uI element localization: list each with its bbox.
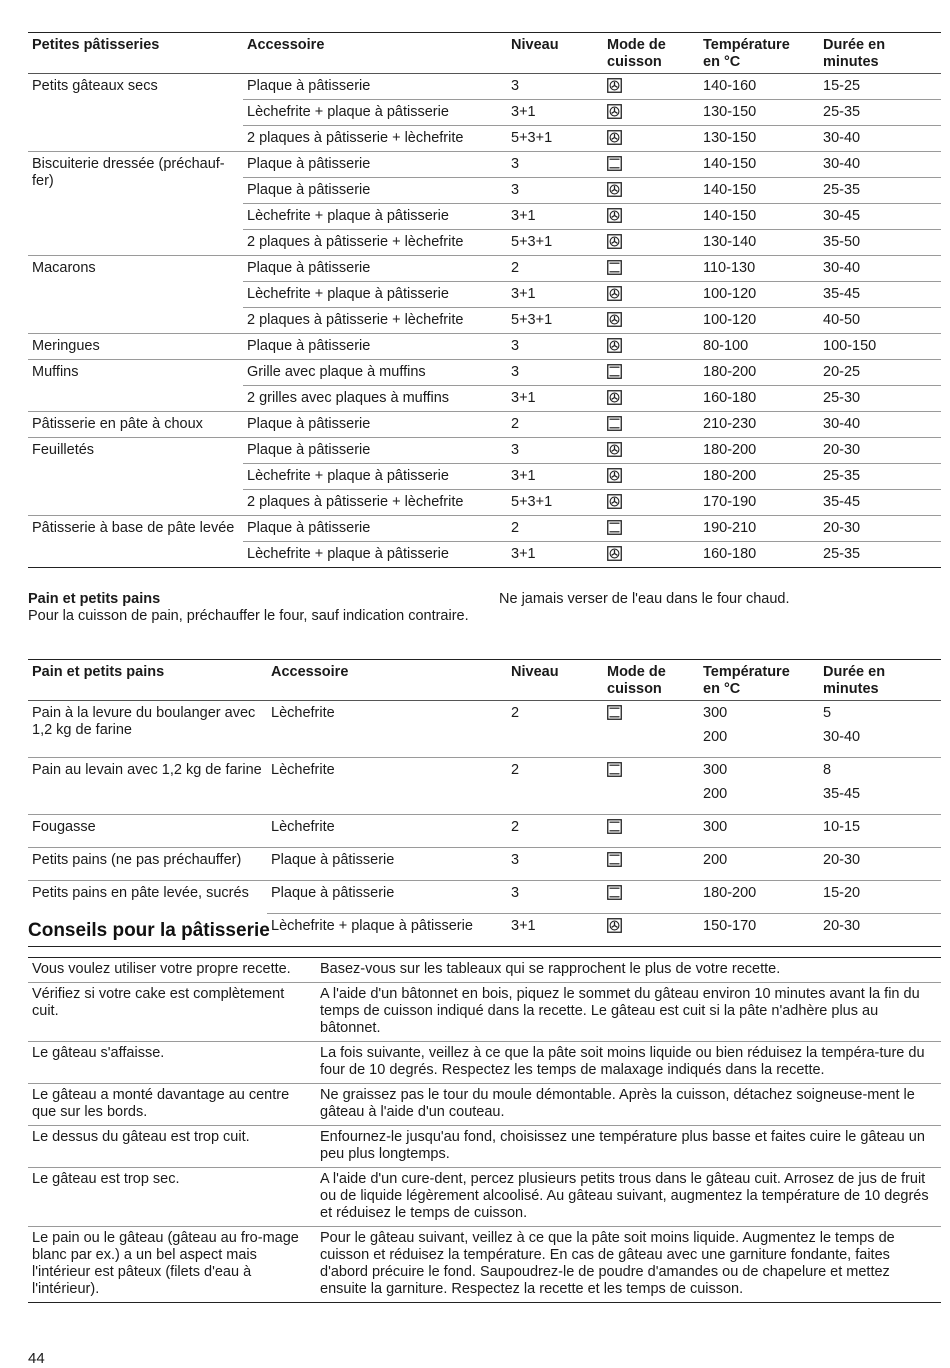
row-mode — [603, 282, 699, 308]
row-temperature — [699, 914, 819, 947]
col-header-duration: Durée en minutes — [823, 664, 886, 697]
row-duration: 35-45 — [819, 282, 941, 308]
tip-problem: Vérifiez si votre cake est complètement cuit. — [32, 986, 285, 1019]
table-row — [28, 360, 941, 386]
row-duration: 25-35 — [819, 178, 941, 204]
row-accessory: Plaque à pâtisserie — [247, 260, 371, 276]
fan-heat-icon — [607, 312, 622, 327]
row-duration: 30-40 — [819, 126, 941, 152]
table-row — [28, 881, 941, 914]
tip-problem: Le pain ou le gâteau (gâteau au fro-mage blanc par ex.) a un bel aspect mais l'intérieur est pâteux (filets d'eau à l'intérieur). — [32, 1230, 299, 1297]
row-temperature: 140-150 — [699, 178, 819, 204]
row-accessory: Plaque à pâtisserie — [271, 852, 395, 868]
row-category: Petits pains (ne pas préchauffer) — [32, 852, 242, 868]
row-accessory: Lèchefrite + plaque à pâtisserie — [243, 542, 507, 568]
fan-heat-icon — [607, 104, 622, 119]
table-row — [28, 438, 941, 464]
row-duration — [819, 881, 941, 914]
col-header-temperature: Température en °C — [703, 664, 790, 697]
row-category: Meringues — [32, 338, 100, 354]
row-level: 2 — [511, 520, 520, 536]
duration-value: 30-40 — [823, 729, 861, 745]
duration-value: 5 — [823, 705, 832, 721]
row-accessory: Lèchefrite + plaque à pâtisserie — [243, 204, 507, 230]
tip-advice: La fois suivante, veillez à ce que la pâte soit moins liquide ou bien réduisez la tempéra-ture du four de 10 degrés. Respectez les temps de malaxage indiqués dans la recette. — [320, 1045, 925, 1078]
row-level: 2 — [511, 705, 520, 721]
row-temperature: 100-120 — [699, 282, 819, 308]
row-accessory: 2 plaques à pâtisserie + lèchefrite — [243, 230, 507, 256]
row-accessory: Plaque à pâtisserie — [247, 78, 371, 94]
row-temperature: 140-160 — [703, 78, 757, 94]
bread-intro — [28, 591, 473, 625]
table-row — [28, 815, 941, 848]
top-bottom-heat-icon — [607, 364, 622, 379]
row-level: 5+3+1 — [507, 230, 603, 256]
row-duration: 25-35 — [819, 464, 941, 490]
row-temperature: 180-200 — [703, 442, 757, 458]
tip-row — [28, 958, 941, 983]
row-level: 5+3+1 — [507, 126, 603, 152]
temperature-value: 300 — [703, 762, 728, 778]
row-temperature — [699, 848, 819, 881]
row-duration — [819, 758, 941, 815]
tip-advice: Pour le gâteau suivant, veillez à ce que la pâte soit moins liquide. Augmentez le temps de cuisson et réduisez la température. En cas de gâteau avec une garniture fondante, faites d'abord précuire le fond. Saupoudrez-le de poudre d'amandes ou de chapelure et mettez ensuite la garniture. Respectez la recette et les temps de cuisson. — [320, 1230, 895, 1297]
top-bottom-heat-icon — [607, 416, 622, 431]
row-mode — [603, 490, 699, 516]
col-header-accessory: Accessoire — [271, 664, 349, 680]
row-duration — [819, 701, 941, 758]
tip-row — [28, 1084, 941, 1126]
row-duration: 35-45 — [819, 490, 941, 516]
fan-heat-icon — [607, 78, 622, 93]
col-header-level: Niveau — [511, 664, 559, 680]
duration-value: 10-15 — [823, 819, 861, 835]
fan-heat-icon — [607, 918, 622, 933]
row-mode — [603, 464, 699, 490]
row-accessory: Plaque à pâtisserie — [247, 442, 371, 458]
fan-heat-icon — [607, 546, 622, 561]
table-row — [28, 152, 941, 178]
tip-row — [28, 983, 941, 1042]
row-level: 3 — [511, 885, 520, 901]
bread-table-header — [28, 660, 941, 701]
row-accessory: Plaque à pâtisserie — [271, 885, 395, 901]
temperature-value: 300 — [703, 819, 728, 835]
row-temperature: 110-130 — [703, 260, 756, 276]
page-number: 44 — [28, 1350, 45, 1367]
row-category: Muffins — [32, 364, 79, 380]
row-level: 2 — [511, 762, 520, 778]
row-duration: 40-50 — [819, 308, 941, 334]
row-level: 3+1 — [507, 542, 603, 568]
row-duration: 20-30 — [823, 520, 861, 536]
row-level: 3+1 — [507, 914, 603, 947]
tip-row — [28, 1168, 941, 1227]
row-mode — [603, 412, 699, 438]
row-temperature: 80-100 — [703, 338, 749, 354]
row-category: Feuilletés — [32, 442, 95, 458]
tip-problem: Le gâteau a monté davantage au centre que sur les bords. — [32, 1087, 290, 1120]
table-row — [28, 848, 941, 881]
col-header-mode: Mode de cuisson — [607, 664, 666, 697]
fan-heat-icon — [607, 130, 622, 145]
table-row — [28, 412, 941, 438]
tip-row — [28, 1227, 941, 1303]
row-accessory: Lèchefrite — [271, 762, 335, 778]
row-accessory: Lèchefrite + plaque à pâtisserie — [243, 100, 507, 126]
row-mode — [603, 256, 699, 282]
row-mode — [603, 308, 699, 334]
row-category: Macarons — [32, 260, 96, 276]
row-level: 3 — [511, 338, 520, 354]
row-level: 3+1 — [507, 282, 603, 308]
row-accessory: 2 plaques à pâtisserie + lèchefrite — [243, 308, 507, 334]
bread-note: Ne jamais verser de l'eau dans le four chaud. — [499, 591, 790, 607]
row-mode — [603, 542, 699, 568]
tips-section-title: Conseils pour la pâtisserie — [28, 920, 270, 941]
row-duration: 25-35 — [819, 100, 941, 126]
row-temperature — [699, 815, 819, 848]
row-accessory: 2 plaques à pâtisserie + lèchefrite — [243, 126, 507, 152]
tip-problem: Le dessus du gâteau est trop cuit. — [32, 1129, 250, 1145]
row-mode — [603, 334, 699, 360]
duration-value: 35-45 — [823, 786, 861, 802]
row-temperature — [699, 758, 819, 815]
row-temperature: 160-180 — [699, 542, 819, 568]
row-mode — [603, 516, 699, 542]
fan-heat-icon — [607, 286, 622, 301]
row-level: 3 — [507, 178, 603, 204]
pastry-table-header — [28, 33, 941, 74]
top-bottom-heat-icon — [607, 852, 622, 867]
row-temperature: 130-140 — [699, 230, 819, 256]
row-level: 3 — [511, 442, 520, 458]
table-row — [28, 74, 941, 100]
col-header-mode: Mode de cuisson — [607, 37, 666, 70]
row-temperature: 140-150 — [699, 204, 819, 230]
row-accessory: Plaque à pâtisserie — [243, 178, 507, 204]
row-level: 5+3+1 — [507, 308, 603, 334]
row-temperature — [699, 701, 819, 758]
row-temperature: 180-200 — [703, 364, 757, 380]
tip-problem: Vous voulez utiliser votre propre recette. — [32, 961, 291, 977]
row-temperature: 130-150 — [699, 100, 819, 126]
row-temperature: 160-180 — [699, 386, 819, 412]
row-temperature: 130-150 — [699, 126, 819, 152]
row-category: Petits pains en pâte levée, sucrés — [32, 885, 249, 901]
row-temperature: 180-200 — [699, 464, 819, 490]
pastry-table — [28, 32, 941, 568]
top-bottom-heat-icon — [607, 819, 622, 834]
row-accessory: 2 plaques à pâtisserie + lèchefrite — [243, 490, 507, 516]
row-mode — [603, 815, 699, 848]
fan-heat-icon — [607, 442, 622, 457]
temperature-value: 150-170 — [703, 918, 757, 934]
fan-heat-icon — [607, 390, 622, 405]
row-mode — [603, 74, 699, 100]
temperature-value: 200 — [703, 786, 728, 802]
row-level: 3 — [511, 364, 520, 380]
col-header-duration: Durée en minutes — [823, 37, 886, 70]
tip-problem: Le gâteau est trop sec. — [32, 1171, 180, 1187]
row-duration: 20-25 — [823, 364, 861, 380]
row-level: 3 — [511, 156, 520, 172]
fan-heat-icon — [607, 494, 622, 509]
row-category: Pain à la levure du boulanger avec 1,2 kg de farine — [32, 705, 256, 738]
col-header-temperature: Température en °C — [703, 37, 790, 70]
row-mode — [603, 881, 699, 914]
row-level: 3+1 — [507, 464, 603, 490]
row-accessory: Grille avec plaque à muffins — [247, 364, 426, 380]
row-category: Petits gâteaux secs — [32, 78, 158, 94]
row-accessory: Lèchefrite + plaque à pâtisserie — [243, 282, 507, 308]
row-duration: 25-35 — [819, 542, 941, 568]
row-duration: 35-50 — [819, 230, 941, 256]
row-category: Biscuiterie dressée (préchauf-fer) — [32, 156, 225, 189]
tip-advice: Ne graissez pas le tour du moule démontable. Après la cuisson, détachez soigneuse-ment le gâteau à l'aide d'un couteau. — [320, 1087, 915, 1120]
row-duration: 30-40 — [823, 416, 861, 432]
row-level: 2 — [511, 260, 520, 276]
table-row — [28, 256, 941, 282]
row-mode — [603, 848, 699, 881]
row-accessory: Plaque à pâtisserie — [247, 156, 371, 172]
row-duration: 30-40 — [823, 156, 861, 172]
tip-advice: A l'aide d'un cure-dent, percez plusieurs petits trous dans le gâteau cuit. Arrosez de jus de fruit ou de liquide légèrement alcoolisé. Au gâteau suivant, augmentez la température de 10 degrés et réduisez le temps de cuisson. — [320, 1171, 929, 1221]
col-header-accessory: Accessoire — [247, 37, 325, 53]
fan-heat-icon — [607, 338, 622, 353]
col-header-category: Pain et petits pains — [32, 664, 165, 680]
row-duration — [819, 848, 941, 881]
temperature-value: 200 — [703, 852, 728, 868]
row-mode — [603, 438, 699, 464]
row-accessory: Plaque à pâtisserie — [247, 416, 371, 432]
row-level: 2 — [511, 819, 520, 835]
row-accessory: Lèchefrite + plaque à pâtisserie — [243, 464, 507, 490]
bread-intro-title: Pain et petits pains — [28, 591, 161, 607]
row-accessory: Lèchefrite — [271, 705, 335, 721]
top-bottom-heat-icon — [607, 762, 622, 777]
row-duration: 30-45 — [819, 204, 941, 230]
bread-intro-text: Pour la cuisson de pain, préchauffer le four, sauf indication contraire. — [28, 608, 469, 624]
tip-advice: Enfournez-le jusqu'au fond, choisissez une température plus basse et faites cuire le gâteau un peu plus longtemps. — [320, 1129, 925, 1162]
row-level: 3+1 — [507, 100, 603, 126]
top-bottom-heat-icon — [607, 705, 622, 720]
row-duration: 100-150 — [823, 338, 877, 354]
tip-row — [28, 1126, 941, 1168]
table-row — [28, 516, 941, 542]
table-row — [28, 701, 941, 758]
temperature-value: 180-200 — [703, 885, 757, 901]
duration-value: 8 — [823, 762, 832, 778]
temperature-value: 200 — [703, 729, 728, 745]
row-mode — [603, 100, 699, 126]
tip-advice: A l'aide d'un bâtonnet en bois, piquez le sommet du gâteau environ 10 minutes avant la fin du temps de cuisson indiqué dans la recette. Le gâteau est cuit si la pâte n'adhère plus au bâtonnet. — [320, 986, 920, 1036]
fan-heat-icon — [607, 208, 622, 223]
row-mode — [603, 360, 699, 386]
row-level: 3+1 — [507, 386, 603, 412]
row-duration: 30-40 — [823, 260, 861, 276]
table-row — [28, 758, 941, 815]
fan-heat-icon — [607, 234, 622, 249]
row-accessory: 2 grilles avec plaques à muffins — [243, 386, 507, 412]
row-accessory: Lèchefrite — [271, 819, 335, 835]
row-mode — [603, 126, 699, 152]
row-mode — [603, 386, 699, 412]
bread-table — [28, 659, 941, 947]
tip-problem: Le gâteau s'affaisse. — [32, 1045, 165, 1061]
col-header-level: Niveau — [511, 37, 559, 53]
row-mode — [603, 914, 699, 947]
row-duration — [819, 914, 941, 947]
tip-advice: Basez-vous sur les tableaux qui se rapprochent le plus de votre recette. — [320, 961, 781, 977]
top-bottom-heat-icon — [607, 520, 622, 535]
row-category: Pain au levain avec 1,2 kg de farine — [32, 762, 262, 778]
fan-heat-icon — [607, 468, 622, 483]
row-mode — [603, 152, 699, 178]
row-level: 2 — [511, 416, 520, 432]
row-category: Pâtisserie en pâte à choux — [32, 416, 203, 432]
row-category: Pâtisserie à base de pâte levée — [32, 520, 235, 536]
row-accessory: Plaque à pâtisserie — [247, 338, 371, 354]
row-level: 3+1 — [507, 204, 603, 230]
row-mode — [603, 204, 699, 230]
row-temperature: 140-150 — [703, 156, 757, 172]
row-temperature: 170-190 — [699, 490, 819, 516]
tip-row — [28, 1042, 941, 1084]
row-temperature: 100-120 — [699, 308, 819, 334]
row-mode — [603, 758, 699, 815]
row-temperature: 210-230 — [703, 416, 757, 432]
temperature-value: 300 — [703, 705, 728, 721]
row-temperature — [699, 881, 819, 914]
fan-heat-icon — [607, 182, 622, 197]
row-duration: 20-30 — [823, 442, 861, 458]
row-duration: 15-25 — [823, 78, 861, 94]
row-accessory: Lèchefrite + plaque à pâtisserie — [267, 914, 507, 947]
row-duration — [819, 815, 941, 848]
row-level: 3 — [511, 78, 520, 94]
tips-table — [28, 957, 941, 1303]
row-level: 3 — [511, 852, 520, 868]
row-category: Fougasse — [32, 819, 96, 835]
row-accessory: Plaque à pâtisserie — [247, 520, 371, 536]
row-duration: 25-30 — [819, 386, 941, 412]
row-temperature: 190-210 — [703, 520, 757, 536]
row-mode — [603, 178, 699, 204]
top-bottom-heat-icon — [607, 156, 622, 171]
row-mode — [603, 230, 699, 256]
top-bottom-heat-icon — [607, 260, 622, 275]
row-level: 5+3+1 — [507, 490, 603, 516]
top-bottom-heat-icon — [607, 885, 622, 900]
duration-value: 20-30 — [823, 852, 861, 868]
table-row — [28, 334, 941, 360]
duration-value: 15-20 — [823, 885, 861, 901]
col-header-category: Petites pâtisseries — [32, 37, 160, 53]
row-mode — [603, 701, 699, 758]
duration-value: 20-30 — [823, 918, 861, 934]
